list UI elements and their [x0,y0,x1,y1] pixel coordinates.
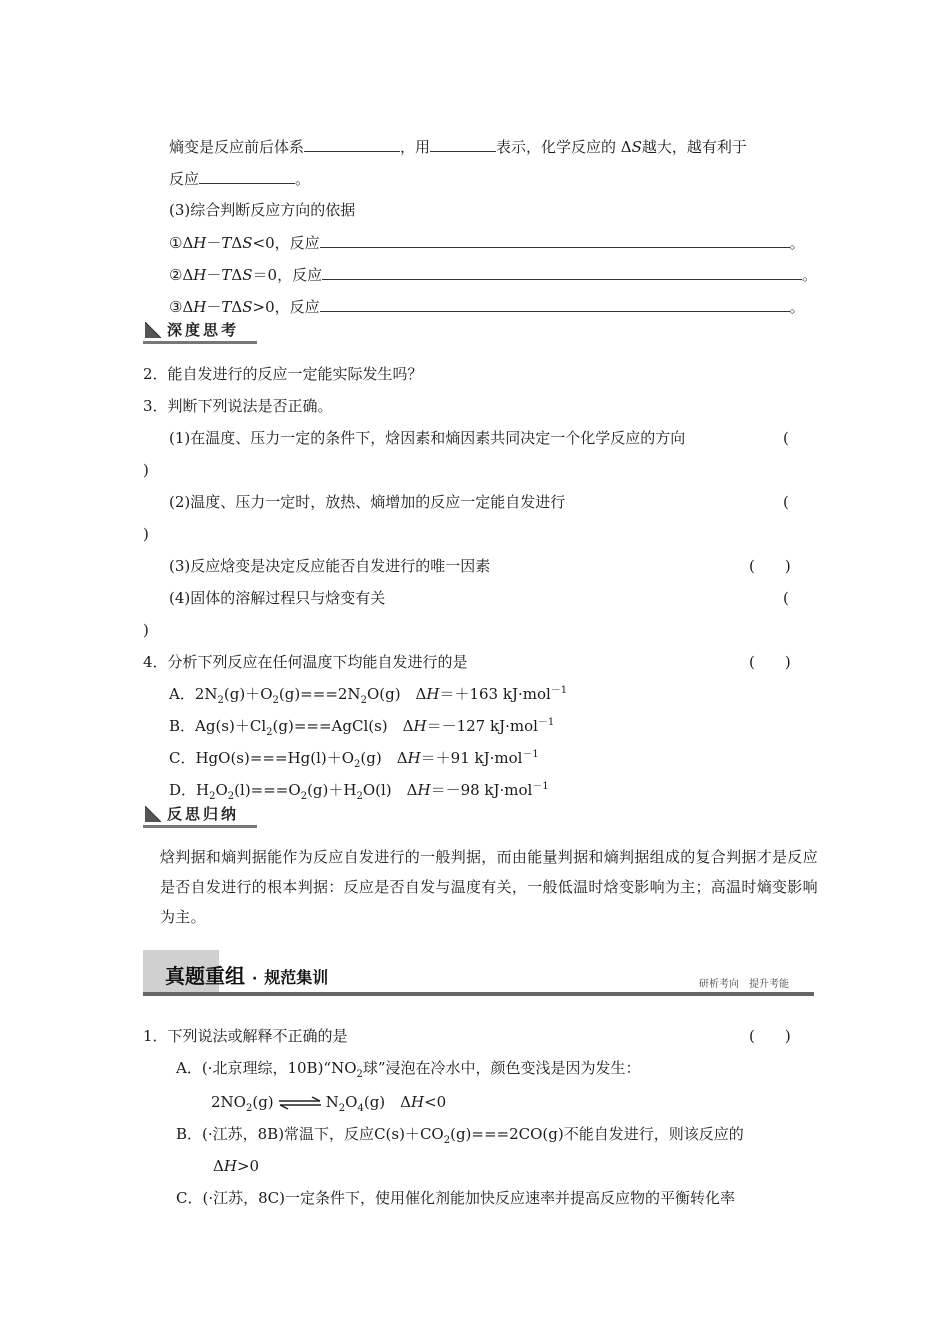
reflect-body: 焓判据和熵判据能作为反应自发进行的一般判据，而由能量判据和熵判据组成的复合判据才是反应是否自发进行的根本判据：反应是否自发与温度有关，一般低温时焓变影响为主；高温时熵变影响为主。 [160,848,818,926]
banner-title: 真题重组 · 规范集训 [165,964,329,988]
statement-1: (1)在温度、压力一定的条件下，焓因素和熵因素共同决定一个化学反应的方向 [169,429,686,447]
option-a: A．$2N_2(g)+O_2(g)===2N_2O(g)$ ΔH＝＋163 kJ·mol$^{-1}$ [169,685,568,706]
question-2: 2．能自发进行的反应一定能实际发生吗？ [143,365,423,383]
corner-triangle-icon [145,806,161,822]
option-d: D．$H_2O_2(l)===O_2(g)+H_2O(l)$ ΔH＝－98 kJ·mol$^{-1}$ [169,781,549,802]
blank [322,264,802,280]
option-b: B．$Ag(s)+Cl_2(g)===AgCl(s)$ ΔH＝－127 kJ·mol$^{-1}$ [169,717,555,738]
option-c: C．$HgO(s)===Hg(l)+O_2(g)$ ΔH＝＋91 kJ·mol$^{-1}$ [169,749,539,770]
exam-option-b-line-2: ΔH>0 [213,1157,260,1175]
statement-3: (3)反应焓变是决定反应能否自发进行的唯一因素 [169,557,491,575]
answer-paren-open: ( [783,589,789,607]
entropy-line-2: 反应 。 [169,170,311,188]
banner-tagline: 研析考向 提升考能 [699,979,789,990]
exam-option-c-line-1: C．(·江苏，8C)一定条件下，使用催化剂能加快反应速率并提高反应物的平衡转化率 [176,1189,735,1207]
answer-paren-close: ) [143,461,149,479]
question-3: 3．判断下列说法是否正确。 [143,397,333,415]
exam-question-1: 1．下列说法或解释不正确的是 [143,1027,348,1045]
heading-3: (3)综合判断反应方向的依据 [169,201,356,219]
criterion-2: ②ΔH－TΔS＝0，反应 。 [169,266,818,284]
statement-2: (2)温度、压力一定时，放热、熵增加的反应一定能自发进行 [169,493,566,511]
answer-paren-close: ) [143,525,149,543]
answer-paren-close: ) [143,621,149,639]
criterion-1: ①ΔH－TΔS<0，反应 。 [169,234,805,252]
exam-option-a-line-2: $2NO_2(g)$ $N_2O_4(g)$ ΔH<0 [211,1093,447,1114]
heading-underline [143,825,257,828]
exam-option-a-line-1: A．(·北京理综，$10B)“NO_2$球”浸泡在冷水中，颜色变浅是因为发生： [176,1059,641,1080]
blank [199,168,295,184]
answer-paren: ( ) [749,1027,791,1045]
equilibrium-arrow-icon [278,1096,322,1110]
deep-think-heading: 深度思考 [143,320,257,342]
statement-4: (4)固体的溶解过程只与焓变有关 [169,589,386,607]
reflect-heading: 反思归纳 [143,804,257,826]
answer-paren-open: ( [783,493,789,511]
blank [430,136,496,152]
exam-option-b-line-1: B．(·江苏，8B)常温下，反应$C(s)+CO_2(g)===2CO(g)$不能自发进行，则该反应的 [176,1125,744,1146]
question-4: 4．分析下列反应在任何温度下均能自发进行的是 [143,653,468,671]
answer-paren: ( ) [749,653,791,671]
criterion-3: ③ΔH－TΔS>0，反应 。 [169,298,805,316]
banner-rule [143,992,814,996]
entropy-line-1: 熵变是反应前后体系 ，用 表示，化学反应的 ΔS越大，越有利于 [169,138,747,156]
answer-paren: ( ) [749,557,791,575]
corner-triangle-icon [145,322,161,338]
blank [320,232,790,248]
blank [320,296,790,312]
heading-underline [143,341,257,344]
answer-paren-open: ( [783,429,789,447]
blank [304,136,400,152]
section-banner [143,950,814,996]
